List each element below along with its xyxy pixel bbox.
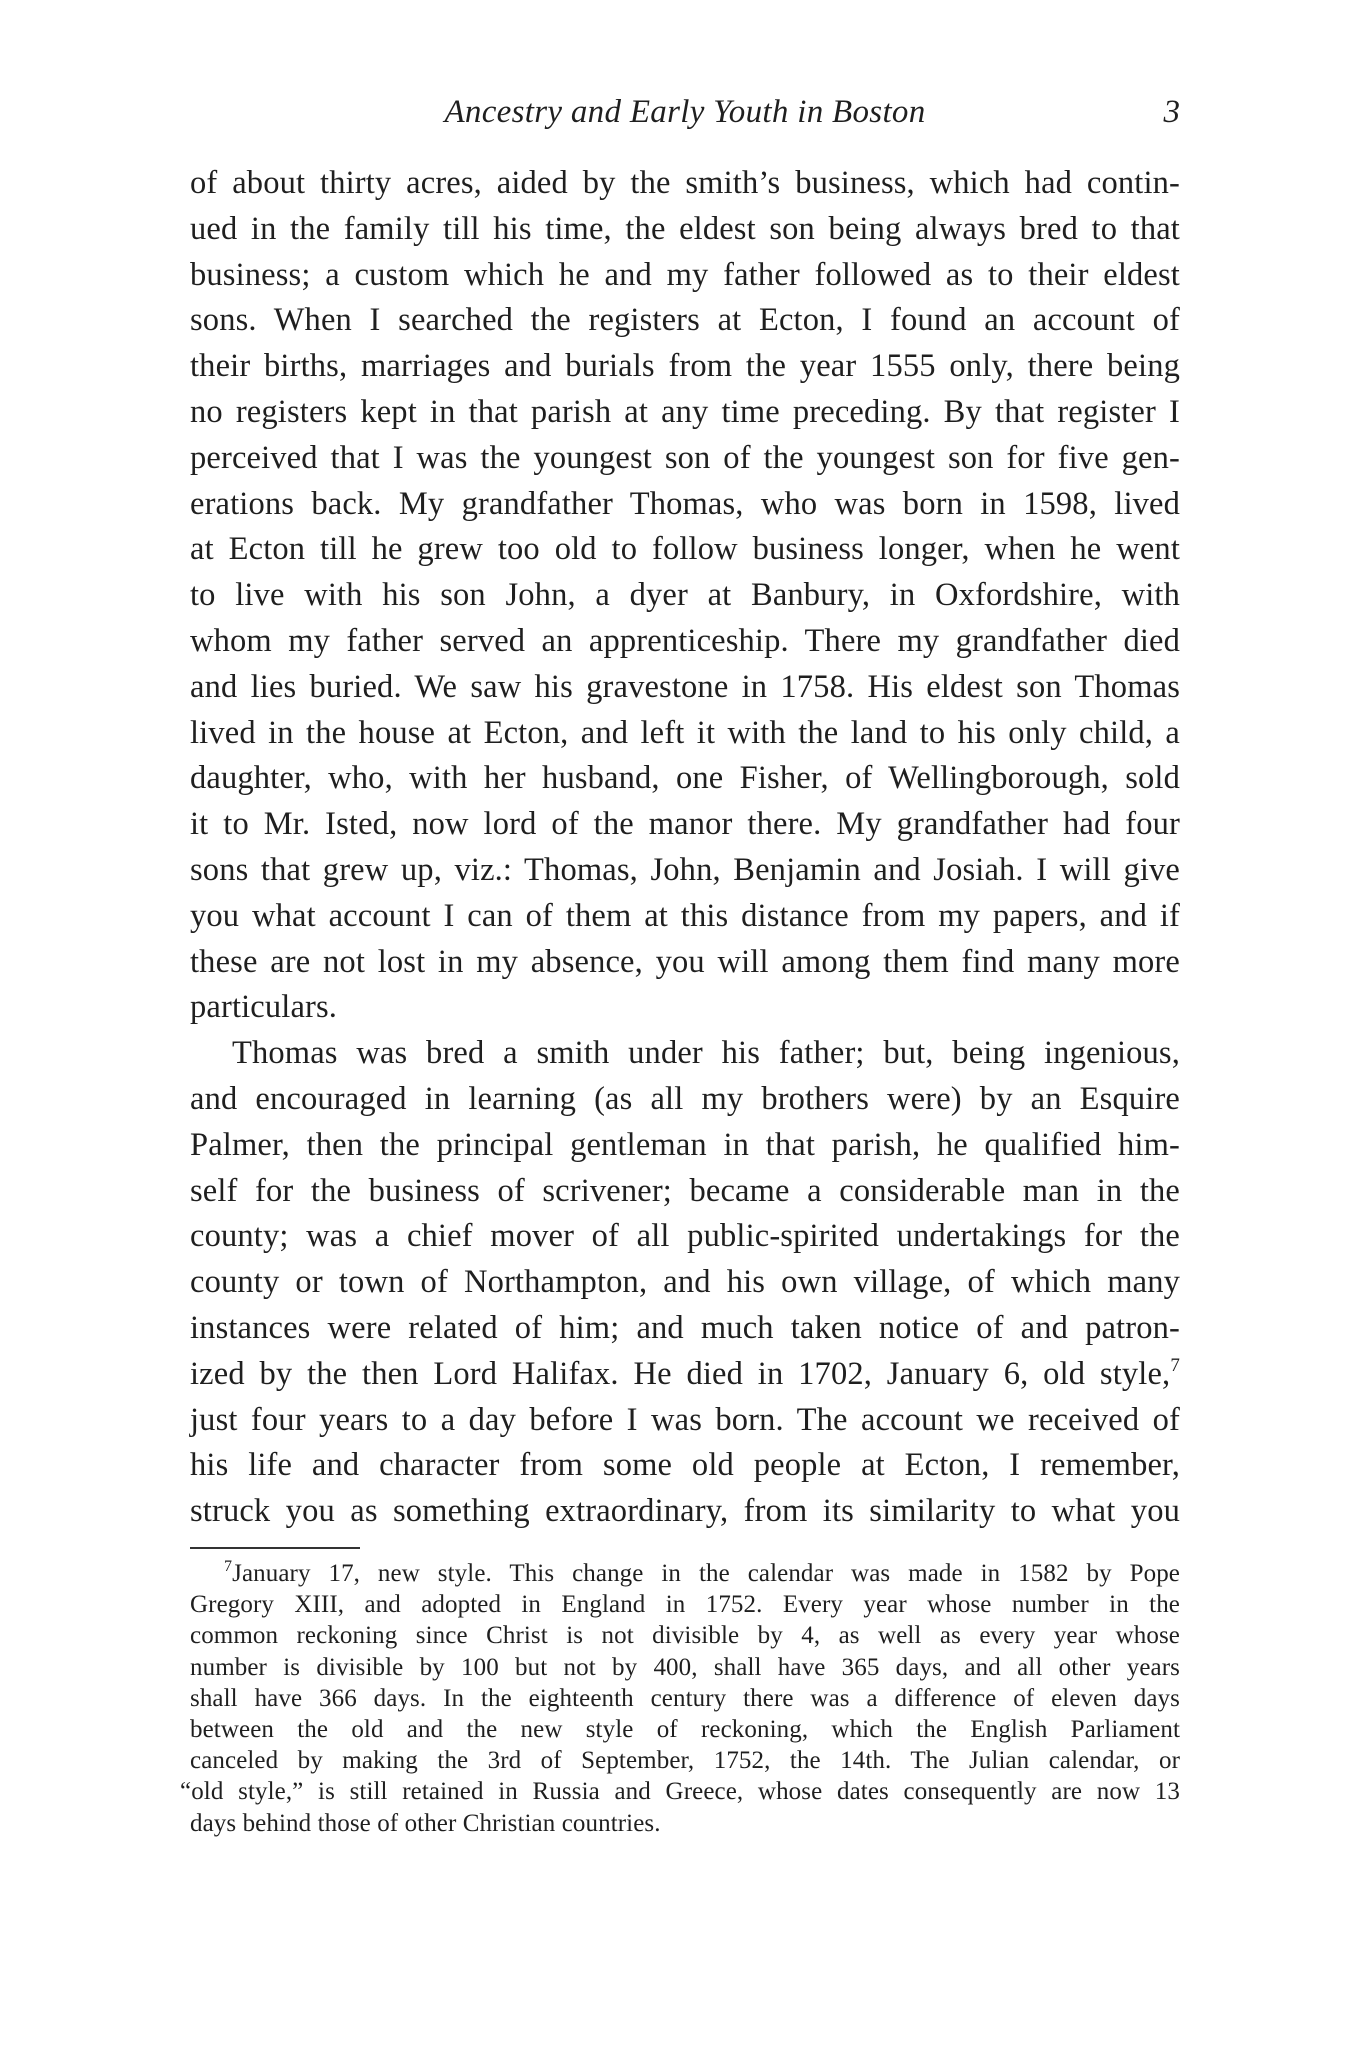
body-line: struck you as something extraordinary, from its similarity to what you xyxy=(190,1493,1180,1530)
body-text xyxy=(190,161,1180,1535)
footnote-divider xyxy=(190,1547,360,1549)
body-line: at Ecton till he grew too old to follow business longer, when he went xyxy=(190,531,1180,568)
body-line: to live with his son John, a dyer at Banbury, in Oxfordshire, with xyxy=(190,577,1180,614)
running-head xyxy=(190,92,1180,132)
page-number: 3 xyxy=(1163,94,1180,130)
body-line: and encouraged in learning (as all my brothers were) by an Esquire xyxy=(190,1080,1180,1117)
body-line: lived in the house at Ecton, and left it with the land to his only child, a xyxy=(190,714,1180,751)
footnote-line: days behind those of other Christian countries. xyxy=(190,1809,661,1837)
footnote-line: shall have 366 days. In the eighteenth century there was a difference of eleven days xyxy=(190,1684,1180,1712)
body-line-with-note-ref xyxy=(190,1352,1180,1398)
body-line: these are not lost in my absence, you will among them find many more xyxy=(190,943,1180,980)
body-line: erations back. My grandfather Thomas, who was born in 1598, lived xyxy=(190,485,1180,522)
body-line: it to Mr. Isted, now lord of the manor there. My grandfather had four xyxy=(190,806,1180,843)
body-line: ued in the family till his time, the eldest son being always bred to that xyxy=(190,210,1180,247)
body-line: Thomas was bred a smith under his father; but, being ingenious, xyxy=(232,1035,1180,1072)
footnote-line: between the old and the new style of reckoning, which the English Parliament xyxy=(190,1715,1180,1743)
body-line: sons. When I searched the registers at Ecton, I found an account of xyxy=(190,302,1180,339)
body-line: no registers kept in that parish at any time preceding. By that register I xyxy=(190,393,1180,430)
footnote-line: number is divisible by 100 but not by 400, shall have 365 days, and all other years xyxy=(190,1653,1180,1681)
footnote xyxy=(180,1558,1180,1839)
body-line: their births, marriages and burials from the year 1555 only, there being xyxy=(190,348,1180,385)
footnote-line: Gregory XIII, and adopted in England in 1752. Every year whose number in the xyxy=(190,1591,1180,1619)
footnote-line: common reckoning since Christ is not divisible by 4, as well as every year whose xyxy=(190,1622,1180,1650)
footnote-reference[interactable]: 7 xyxy=(1170,1354,1180,1376)
body-line: just four years to a day before I was born. The account we received of xyxy=(190,1401,1180,1438)
footnote-line-text: January 17, new style. This change in the calendar was made in 1582 by Pope xyxy=(232,1560,1180,1587)
body-line: sons that grew up, viz.: Thomas, John, Benjamin and Josiah. I will give xyxy=(190,851,1180,888)
body-line: county; was a chief mover of all public-spirited undertakings for the xyxy=(190,1218,1180,1255)
body-line: you what account I can of them at this distance from my papers, and if xyxy=(190,897,1180,934)
footnote-line: canceled by making the 3rd of September, 1752, the 14th. The Julian calendar, or xyxy=(190,1747,1180,1775)
body-line: Palmer, then the principal gentleman in that parish, he qualified him- xyxy=(190,1126,1180,1163)
body-line: daughter, who, with her husband, one Fisher, of Wellingborough, sold xyxy=(190,760,1180,797)
running-title: Ancestry and Early Youth in Boston xyxy=(444,94,926,130)
body-line: county or town of Northampton, and his own village, of which many xyxy=(190,1264,1180,1301)
footnote-line: “old style,” is still retained in Russia and Greece, whose dates consequently are now 13 xyxy=(180,1778,1180,1806)
body-line: self for the business of scrivener; became a considerable man in the xyxy=(190,1172,1180,1209)
footnote-number: 7 xyxy=(224,1558,233,1575)
body-line: whom my father served an apprenticeship. There my grandfather died xyxy=(190,622,1180,659)
body-line: instances were related of him; and much taken notice of and patron- xyxy=(190,1309,1180,1346)
footnote-line-first xyxy=(190,1558,1180,1589)
body-line: business; a custom which he and my father followed as to their eldest xyxy=(190,256,1180,293)
body-line: particulars. xyxy=(190,989,338,1026)
body-line: and lies buried. We saw his gravestone in 1758. His eldest son Thomas xyxy=(190,668,1180,705)
body-line-text: ized by the then Lord Halifax. He died in 1702, January 6, old style, xyxy=(190,1355,1171,1392)
body-line: perceived that I was the youngest son of the youngest son for five gen- xyxy=(190,439,1180,476)
body-line: of about thirty acres, aided by the smith’s business, which had contin- xyxy=(190,165,1180,201)
body-line: his life and character from some old people at Ecton, I remember, xyxy=(190,1447,1180,1484)
